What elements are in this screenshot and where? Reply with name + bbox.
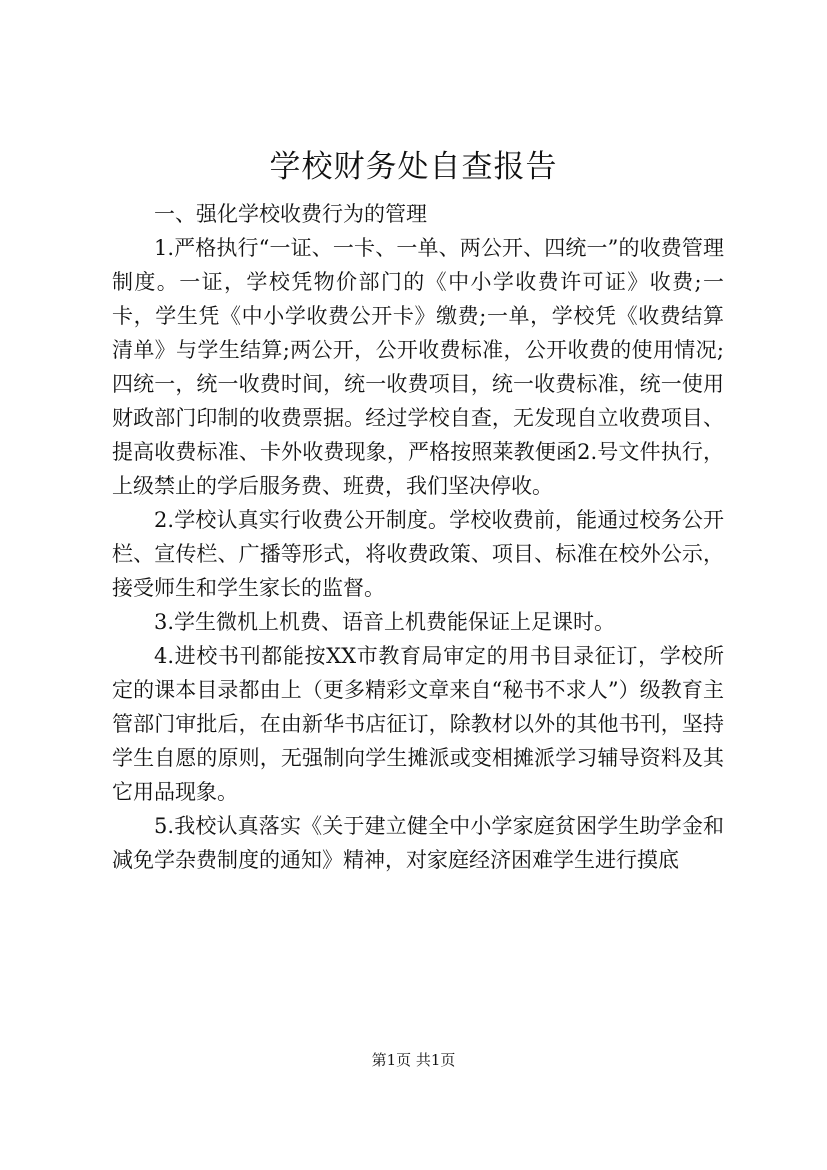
paragraph-3: 3.学生微机上机费、语音上机费能保证上足课时。 — [154, 610, 616, 634]
document-title: 学校财务处自查报告 — [269, 149, 558, 185]
page-footer: 第1页 共1页 — [371, 1051, 456, 1069]
paragraph-5: 5.我校认真落实《关于建立健全中小学家庭贫困学生助学金和减免学杂费制度的通知》精神，对家庭经济困难学生进行摸底 — [112, 814, 724, 872]
paragraph-1: 1.严格执行“一证、一卡、一单、两公开、四统一”的收费管理制度。一证，学校凭物价部门的《中小学收费许可证》收费;一卡，学生凭《中小学收费公开卡》缴费;一单，学校凭《收费结算清单》与学生结算;两公开，公开收费标准，公开收费的使用情况;四统一，统一收费时间，统一收费项目，统一收费标准，统一使用财政部门印制的收费票据。经过学校自查，无发现自立收费项目、提高收费标准、卡外收费现象，严格按照莱教便函2.号文件执行，上级禁止的学后服务费、班费，我们坚决停收。 — [112, 236, 724, 498]
paragraph-4: 4.进校书刊都能按XX市教育局审定的用书目录征订，学校所定的课本目录都由上（更多精彩文章来自“秘书不求人”）级教育主管部门审批后，在由新华书店征订，除教材以外的其他书刊，坚持学生自愿的原则，无强制向学生摊派或变相摊派学习辅导资料及其它用品现象。 — [112, 644, 724, 804]
paragraph-2: 2.学校认真实行收费公开制度。学校收费前，能通过校务公开栏、宣传栏、广播等形式，将收费政策、项目、标准在校外公示，接受师生和学生家长的监督。 — [112, 508, 724, 600]
section-heading: 一、强化学校收费行为的管理 — [154, 202, 427, 226]
document-body — [112, 197, 724, 877]
